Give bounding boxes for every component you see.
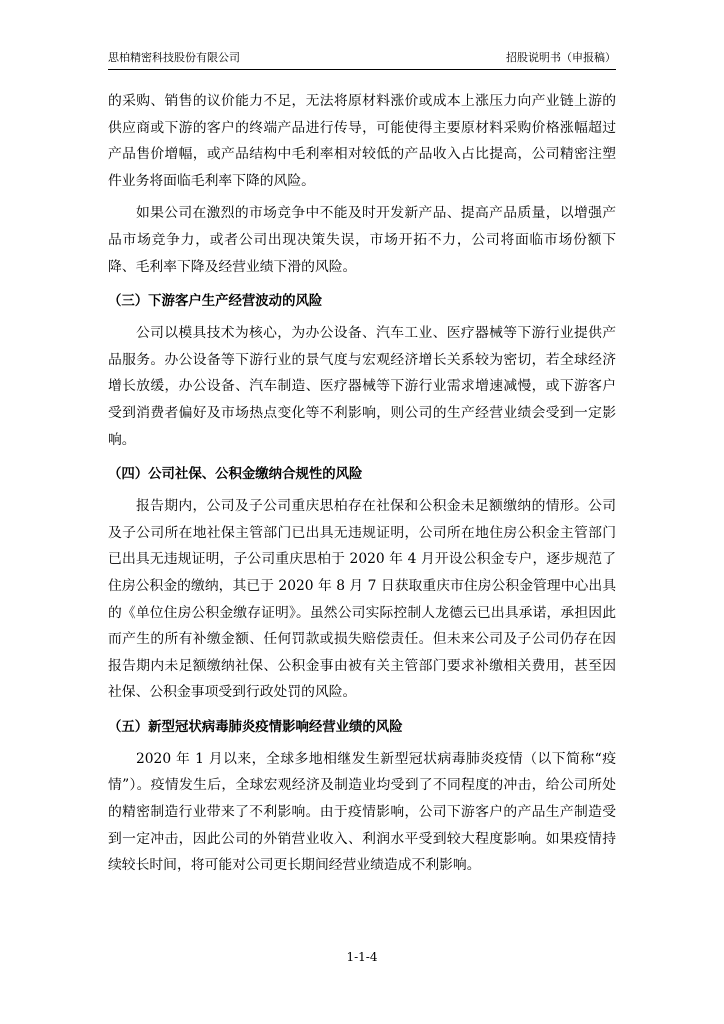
page-number: 1-1-4 [346,950,378,964]
section-heading-social-insurance: （四）公司社保、公积金缴纳合规性的风险 [108,467,363,483]
header-document-title: 招股说明书（申报稿） [506,51,616,64]
page-header [108,50,616,66]
header-divider [108,69,616,70]
paragraph-competition-risk: 如果公司在激烈的市场竞争中不能及时开发新产品、提高产品质量，以增强产品市场竞争力，或者公司出现决策失误，市场开拓不力，公司将面临市场份额下降、毛利率下降及经营业绩下滑的风险。 [108,205,616,275]
section-heading-covid: （五）新型冠状病毒肺炎疫情影响经营业绩的风险 [108,719,403,735]
header-company-name: 思柏精密科技股份有限公司 [108,51,240,64]
paragraph-downstream-risk: 公司以模具技术为核心，为办公设备、汽车工业、医疗器械等下游行业提供产品服务。办公设备等下游行业的景气度与宏观经济增长关系较为密切，若全球经济增长放缓，办公设备、汽车制造、医疗器械等下游行业需求增速减慢，或下游客户受到消费者偏好及市场热点变化等不利影响，则公司的生产经营业绩会受到一定影响。 [108,325,616,448]
page-body [108,88,616,879]
paragraph-margin-risk: 的采购、销售的议价能力不足，无法将原材料涨价或成本上涨压力向产业链上游的供应商或下游的客户的终端产品进行传导，可能使得主要原材料采购价格涨幅超过产品售价增幅，或产品结构中毛利率相对较低的产品收入占比提高，公司精密注塑件业务将面临毛利率下降的风险。 [108,93,616,189]
paragraph-covid-risk: 2020 年 1 月以来，全球多地相继发生新型冠状病毒肺炎疫情（以下简称“疫情”）。疫情发生后，全球宏观经济及制造业均受到了不同程度的冲击，给公司所处的精密制造行业带来了不利影响。由于疫情影响，公司下游客户的产品生产制造受到一定冲击，因此公司的外销营业收入、利润水平受到较大程度影响。如果疫情持续较长时间，将可能对公司更长期间经营业绩造成不利影响。 [108,750,616,874]
paragraph-social-insurance-risk: 报告期内，公司及子公司重庆思柏存在社保和公积金未足额缴纳的情形。公司及子公司所在地社保主管部门已出具无违规证明，公司所在地住房公积金主管部门已出具无违规证明，子公司重庆思柏于 2020 年 4 月开设公积金专户，逐步规范了住房公积金的缴纳，其已于 2020 年 8 月 7 日获取重庆市住房公积金管理中心出具的《单位住房公积金缴存证明》。虽然公司实际控制人龙德云已出具承诺，承担因此而产生的所有补缴金额、任何罚款或损失赔偿责任。但未来公司及子公司仍存在因报告期内未足额缴纳社保、公积金事由被有关主管部门要求补缴相关费用，甚至因社保、公积金事项受到行政处罚的风险。 [108,498,616,701]
section-heading-downstream: （三）下游客户生产经营波动的风险 [108,294,323,310]
